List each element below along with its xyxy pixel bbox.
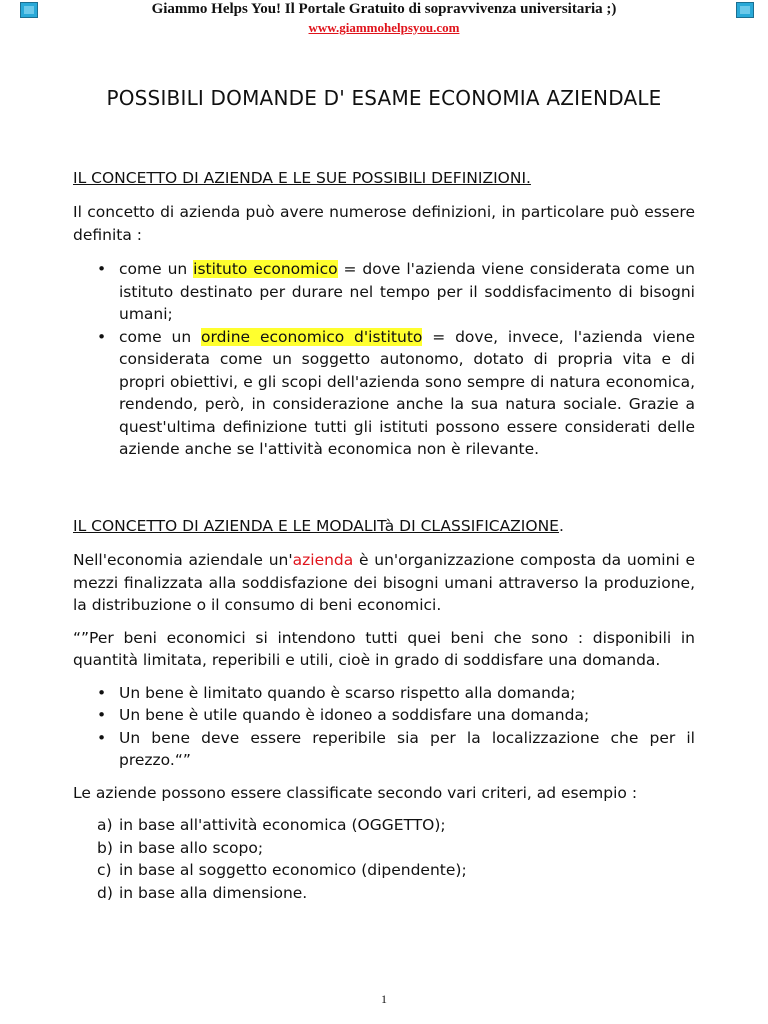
list-label: b) [97,838,113,857]
list-item: • Un bene è limitato quando è scarso rispetto alla domanda; [73,682,695,705]
azienda-link[interactable]: azienda [292,551,354,569]
list-item: • Un bene deve essere reperibile sia per la localizzazione che per il prezzo.“” [73,727,695,772]
section2-body [73,549,695,904]
bullet-prefix: come un [119,327,201,346]
bullet-text: = dove, invece, l'azienda viene considerata come un soggetto autonomo, dotato di propria vita e di propri obiettivi, e gli scopi dell'azienda sono sempre di natura economica, rendendo, però, in considerazione anche la sua natura sociale. Grazie a quest'ultima definizione tutti gli istituti possono essere considerati delle aziende anche se l'attività economica non è rilevante. [119,327,695,458]
section2-bullets [73,682,695,772]
section2-paragraph: Le aziende possono essere classificate secondo vari criteri, ad esempio : [73,783,638,802]
list-text: in base al soggetto economico (dipendente); [119,861,467,879]
list-text: in base alla dimensione. [119,883,308,902]
criteria-list [73,814,695,904]
list-item [73,859,695,882]
site-title: Giammo Helps You! Il Portale Gratuito di sopravvivenza universitaria ;) [151,1,617,17]
highlighted-term: istituto economico [193,260,338,278]
list-item [73,837,695,860]
site-url-link[interactable]: www.giammohelpsyou.com [308,20,460,35]
section1-body [73,201,695,461]
list-text: in base all'attività economica (OGGETTO); [119,816,446,834]
list-label: a) [97,816,113,834]
bullet-text: = dove l'azienda viene considerata come un istituto destinato per durare nel tempo per il soddisfacimento di bisogni umani; [119,260,695,323]
paragraph-text: Nell'economia aziendale un' [73,551,293,569]
page-icon [736,2,754,18]
page-number: 1 [381,992,387,1006]
section1-bullets [73,258,695,461]
list-item [73,814,695,837]
highlighted-term: ordine economico d'istituto [201,327,423,346]
list-label: d) [97,883,113,902]
bullet-prefix: come un [119,260,194,278]
list-item: • Un bene è utile quando è idoneo a soddisfare una domanda; [73,704,695,727]
section2-heading-suffix: . [558,517,564,535]
list-label: c) [97,861,112,879]
section2-heading-text: IL CONCETTO DI AZIENDA E LE MODALITà DI CLASSIFICAZIONE [73,517,559,535]
list-item [73,882,695,905]
paragraph-text: è un'organizzazione composta da uomini e mezzi finalizzata alla soddisfazione dei bisogni umani attraverso la produzione, la distribuzione o il consumo di beni economici. [73,551,696,614]
list-item [73,258,695,326]
list-text: in base allo scopo; [119,838,264,857]
section2-heading [73,515,564,537]
list-item [73,326,695,461]
section2-paragraph: “”Per beni economici si intendono tutti quei beni che sono : disponibili in quantità limitata, reperibili e utili, cioè in grado di soddisfare una domanda. [73,628,695,669]
section1-heading: IL CONCETTO DI AZIENDA E LE SUE POSSIBILI DEFINIZIONI. [73,169,531,187]
document-title: POSSIBILI DOMANDE D' ESAME ECONOMIA AZIENDALE [106,86,662,110]
section2-paragraph [73,549,695,617]
section1-intro: Il concetto di azienda può avere numerose definizioni, in particolare può essere definita : [73,203,695,244]
